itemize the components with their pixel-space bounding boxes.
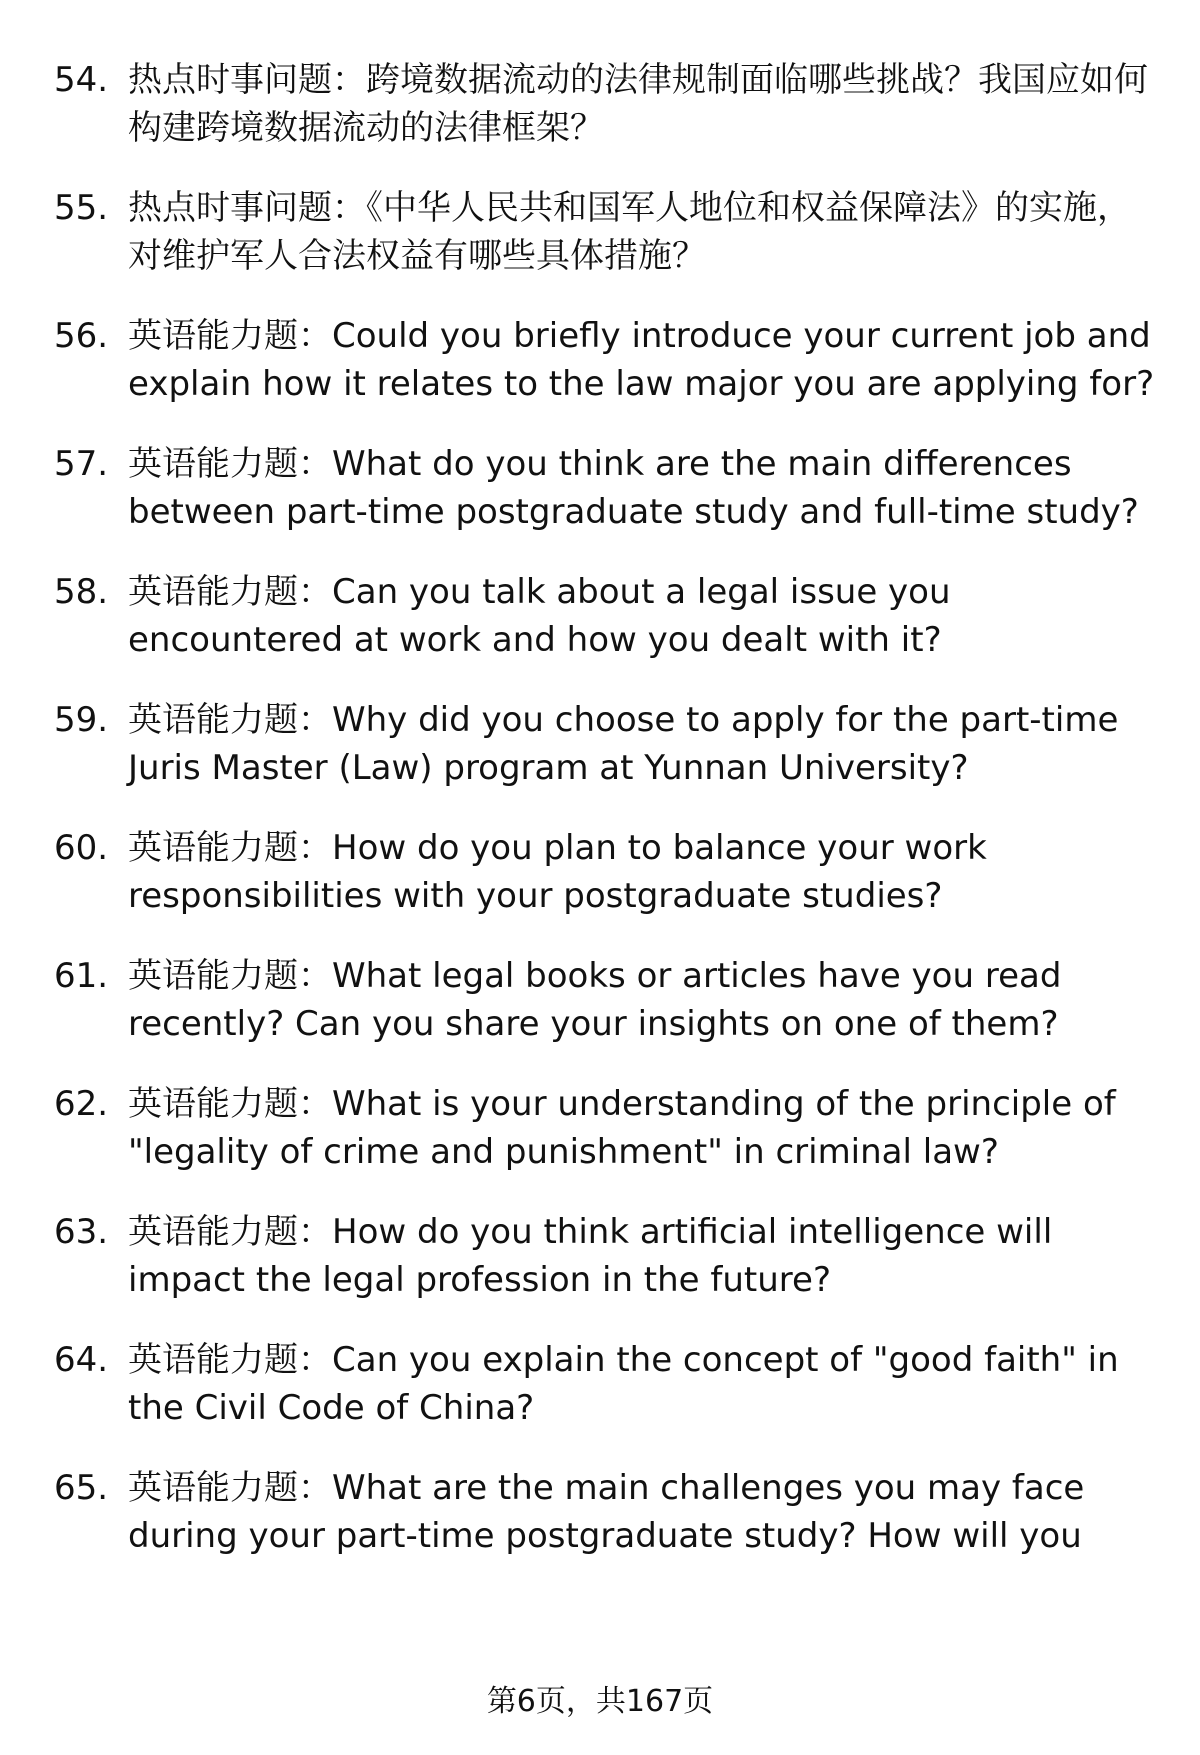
question-number: 54. bbox=[54, 60, 109, 100]
question-number: 61. bbox=[54, 956, 109, 996]
question-item bbox=[54, 440, 1164, 536]
question-item bbox=[54, 1464, 1164, 1560]
question-number: 65. bbox=[54, 1468, 109, 1508]
question-text bbox=[128, 1208, 1164, 1304]
question-category: 英语能力题： bbox=[128, 444, 332, 484]
question-item bbox=[54, 56, 1164, 152]
question-text bbox=[128, 1464, 1164, 1560]
question-body: How do you think artificial intelligence will impact the legal profession in the future? bbox=[128, 1212, 1053, 1300]
question-item bbox=[54, 568, 1164, 664]
question-category: 英语能力题： bbox=[128, 700, 332, 740]
question-text bbox=[128, 56, 1164, 152]
question-category: 英语能力题： bbox=[128, 316, 332, 356]
question-text bbox=[128, 1336, 1164, 1432]
question-category: 英语能力题： bbox=[128, 1084, 332, 1124]
question-body: What do you think are the main differences between part-time postgraduate study and full-time study? bbox=[128, 444, 1139, 532]
question-number: 55. bbox=[54, 188, 109, 228]
question-number: 59. bbox=[54, 700, 109, 740]
question-category: 英语能力题： bbox=[128, 1212, 332, 1252]
question-category: 英语能力题： bbox=[128, 828, 332, 868]
question-text bbox=[128, 952, 1164, 1048]
question-number: 62. bbox=[54, 1084, 109, 1124]
question-item bbox=[54, 184, 1164, 280]
question-item bbox=[54, 824, 1164, 920]
question-text bbox=[128, 1080, 1164, 1176]
question-body: What legal books or articles have you read recently? Can you share your insights on one of them? bbox=[128, 956, 1062, 1044]
question-text bbox=[128, 568, 1164, 664]
question-body: What is your understanding of the principle of "legality of crime and punishment" in criminal law? bbox=[128, 1084, 1116, 1172]
question-item bbox=[54, 1208, 1164, 1304]
question-item bbox=[54, 696, 1164, 792]
question-body: Could you briefly introduce your current job and explain how it relates to the law major you are applying for? bbox=[128, 316, 1155, 404]
question-category: 热点时事问题： bbox=[128, 188, 366, 228]
question-category: 热点时事问题： bbox=[128, 60, 366, 100]
question-number: 60. bbox=[54, 828, 109, 868]
question-number: 63. bbox=[54, 1212, 109, 1252]
question-number: 56. bbox=[54, 316, 109, 356]
question-body: How do you plan to balance your work responsibilities with your postgraduate studies? bbox=[128, 828, 987, 916]
question-category: 英语能力题： bbox=[128, 1468, 332, 1508]
question-category: 英语能力题： bbox=[128, 572, 332, 612]
question-body: 跨境数据流动的法律规制面临哪些挑战？我国应如何构建跨境数据流动的法律框架？ bbox=[128, 60, 1148, 148]
question-body: 《中华人民共和国军人地位和权益保障法》的实施，对维护军人合法权益有哪些具体措施？ bbox=[128, 188, 1131, 276]
question-number: 58. bbox=[54, 572, 109, 612]
question-category: 英语能力题： bbox=[128, 956, 332, 996]
question-body: Why did you choose to apply for the part-time Juris Master (Law) program at Yunnan University? bbox=[128, 700, 1119, 788]
question-text bbox=[128, 440, 1164, 536]
question-number: 57. bbox=[54, 444, 109, 484]
question-item bbox=[54, 1336, 1164, 1432]
question-body: Can you explain the concept of "good faith" in the Civil Code of China? bbox=[128, 1340, 1119, 1428]
question-category: 英语能力题： bbox=[128, 1340, 332, 1380]
question-text bbox=[128, 696, 1164, 792]
question-item bbox=[54, 1080, 1164, 1176]
question-body: Can you talk about a legal issue you encountered at work and how you dealt with it? bbox=[128, 572, 951, 660]
question-item bbox=[54, 952, 1164, 1048]
question-list bbox=[54, 56, 1164, 1592]
question-text bbox=[128, 312, 1164, 408]
page-footer: 第6页，共167页 bbox=[486, 1684, 714, 1719]
question-number: 64. bbox=[54, 1340, 109, 1380]
question-item bbox=[54, 312, 1164, 408]
question-body: What are the main challenges you may face during your part-time postgraduate study? How will you bbox=[128, 1468, 1085, 1556]
question-text bbox=[128, 184, 1164, 280]
question-text bbox=[128, 824, 1164, 920]
